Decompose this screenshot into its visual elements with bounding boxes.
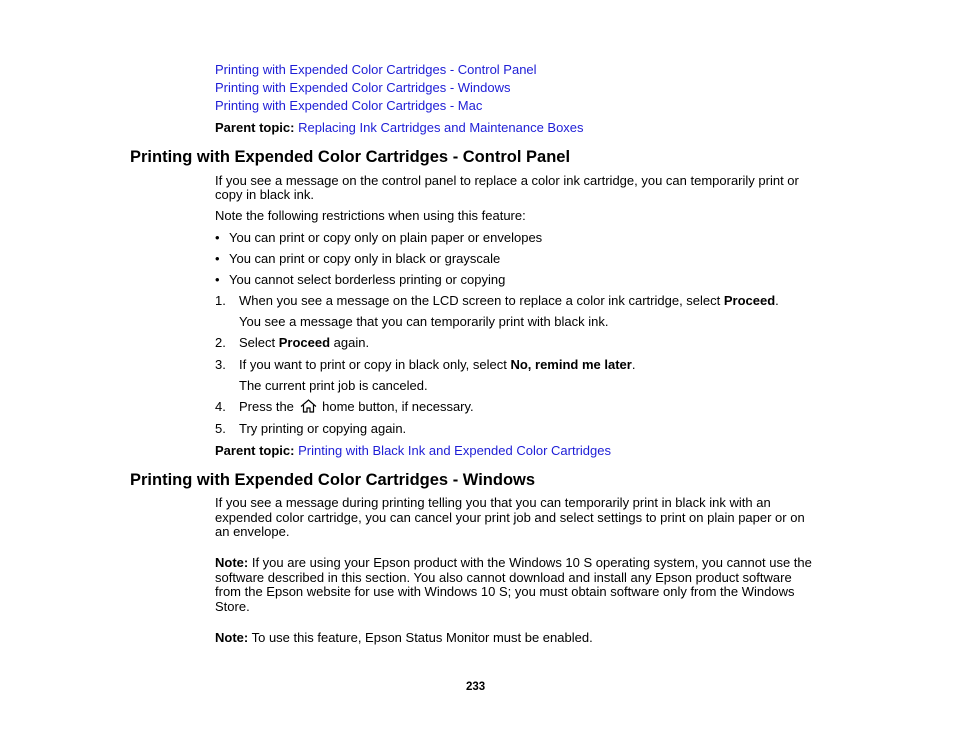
step-end: again. <box>330 335 370 350</box>
bullet-text: You can print or copy only in black or grayscale <box>229 251 501 266</box>
bullet-item <box>215 230 542 245</box>
intro-line-2: copy in black ink. <box>215 187 314 202</box>
step-number: 3. <box>215 357 226 372</box>
step-number: 1. <box>215 293 226 308</box>
intro-line-1: If you see a message on the control panel to replace a color ink cartridge, you can temporarily print or <box>215 173 799 188</box>
step-text: Try printing or copying again. <box>239 421 407 436</box>
link-mac[interactable]: Printing with Expended Color Cartridges - Mac <box>215 98 483 113</box>
parent-topic-row <box>215 442 611 460</box>
parent-topic-link[interactable]: Replacing Ink Cartridges and Maintenance Boxes <box>298 120 584 135</box>
step-3 <box>215 357 635 372</box>
parent-topic-label: Parent topic: <box>215 443 295 458</box>
step-1-result: You see a message that you can temporarily print with black ink. <box>239 314 609 329</box>
windows-intro-line: expended color cartridge, you can cancel your print job and select settings to print on plain paper or on <box>215 510 805 525</box>
step-number: 4. <box>215 399 226 414</box>
step-number: 5. <box>215 421 226 436</box>
note-1-line: Store. <box>215 599 250 614</box>
bullet-marker: • <box>215 272 220 287</box>
step-bold: Proceed <box>723 293 776 308</box>
note-text: To use this feature, Epson Status Monitor must be enabled. <box>248 630 593 645</box>
bullet-marker: • <box>215 251 220 266</box>
parent-topic-row <box>215 119 584 137</box>
step-bold: No, remind me later <box>510 357 632 372</box>
note-text: If you are using your Epson product with the Windows 10 S operating system, you cannot use the <box>248 555 812 570</box>
step-number: 2. <box>215 335 226 350</box>
bullet-item <box>215 251 500 266</box>
windows-intro-line: If you see a message during printing telling you that you can temporarily print in black ink with an <box>215 495 771 510</box>
restrictions-intro: Note the following restrictions when using this feature: <box>215 208 526 223</box>
link-control-panel[interactable]: Printing with Expended Color Cartridges - Control Panel <box>215 62 537 77</box>
step-bold: Proceed <box>278 335 331 350</box>
note-1-line: software described in this section. You also cannot download and install any Epson product software <box>215 570 792 585</box>
step-text: If you want to print or copy in black only, select <box>239 357 511 372</box>
step-text: Select <box>239 335 279 350</box>
note-2 <box>215 630 593 645</box>
step-1 <box>215 293 779 308</box>
step-end: . <box>631 357 636 372</box>
bullet-marker: • <box>215 230 220 245</box>
windows-intro-line: an envelope. <box>215 524 290 539</box>
page-number: 233 <box>466 681 486 693</box>
step-text: When you see a message on the LCD screen to replace a color ink cartridge, select <box>239 293 724 308</box>
step-5 <box>215 421 406 436</box>
note-1-line: from the Epson website for use with Windows 10 S; you must obtain software only from the Windows <box>215 584 795 599</box>
step-2 <box>215 335 369 350</box>
parent-topic-link[interactable]: Printing with Black Ink and Expended Color Cartridges <box>298 443 611 458</box>
bullet-item <box>215 272 505 287</box>
step-4 <box>215 399 474 414</box>
step-end: . <box>775 293 779 308</box>
section-heading-windows: Printing with Expended Color Cartridges - Windows <box>130 471 536 489</box>
step-end: home button, if necessary. <box>318 399 474 414</box>
link-windows[interactable]: Printing with Expended Color Cartridges - Windows <box>215 80 511 95</box>
home-icon <box>300 399 317 413</box>
parent-topic-label: Parent topic: <box>215 120 295 135</box>
note-1-line <box>215 555 812 570</box>
step-3-result: The current print job is canceled. <box>239 378 428 393</box>
note-label: Note: <box>215 555 249 570</box>
bullet-text: You can print or copy only on plain paper or envelopes <box>229 230 543 245</box>
step-text: Press the <box>239 399 298 414</box>
section-heading-control-panel: Printing with Expended Color Cartridges - Control Panel <box>130 148 571 166</box>
note-label: Note: <box>215 630 249 645</box>
bullet-text: You cannot select borderless printing or copying <box>229 272 506 287</box>
